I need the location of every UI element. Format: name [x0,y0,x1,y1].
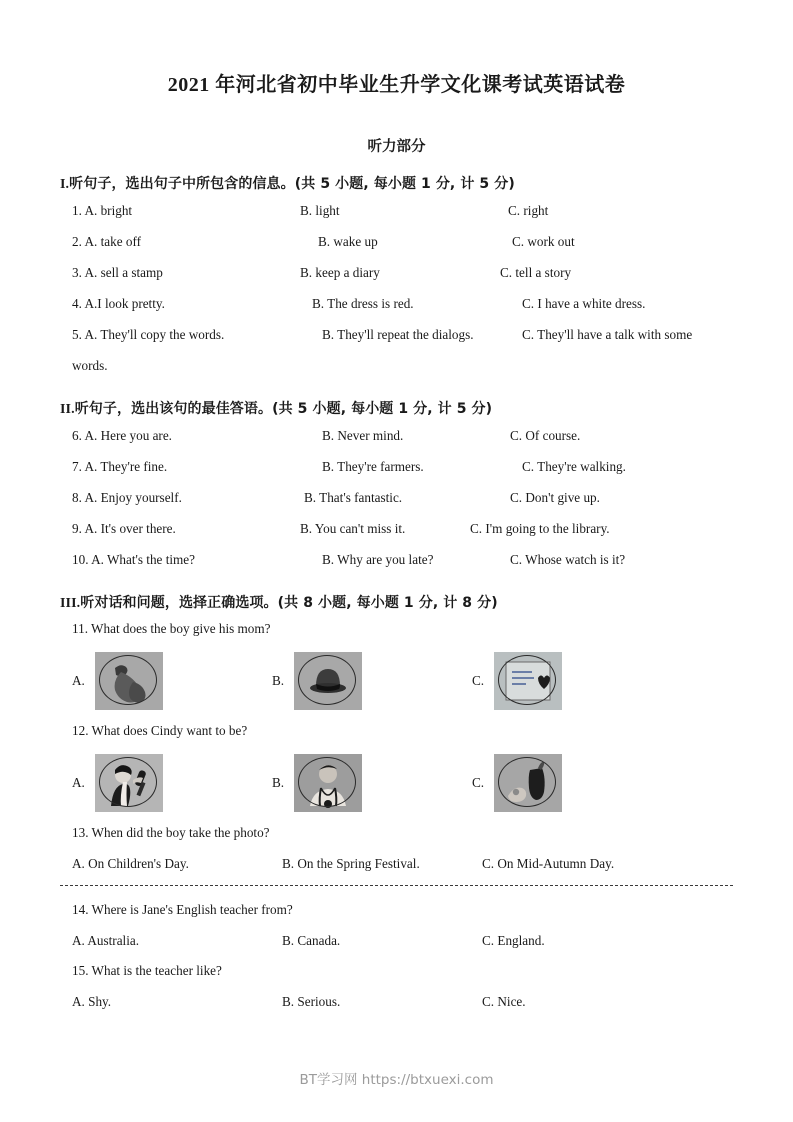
option-b-14[interactable]: B. Canada. [282,933,341,948]
option-c-5-continuation: words. [72,358,108,373]
image-option-b-11[interactable] [272,650,362,712]
option-b-5[interactable]: B. They'll repeat the dialogs. [322,327,474,342]
option-c-1[interactable]: C. right [508,203,549,218]
question-row-1 [60,195,733,226]
option-b-3[interactable]: B. keep a diary [300,265,380,280]
option-c-4[interactable]: C. I have a white dress. [522,296,646,311]
option-a-5[interactable]: 5. A. They'll copy the words. [72,327,225,342]
section-heading-1 [60,156,733,195]
question-row-13-options [60,848,733,879]
image-option-a-11-label: A. [72,673,85,688]
section-score-2: (共 5 小题, 每小题 1 分, 计 5 分) [272,401,493,417]
section-heading-3 [60,575,733,614]
section-heading-2 [60,381,733,420]
option-c-10[interactable]: C. Whose watch is it? [510,552,626,567]
option-b-9[interactable]: B. You can't miss it. [300,521,406,536]
question-stem-14: 14. Where is Jane's English teacher from? [72,902,293,917]
question-row-6 [60,420,733,451]
scarf-gloves-image [95,652,163,710]
question-row-5 [60,319,733,350]
question-row-3 [60,257,733,288]
option-b-2[interactable]: B. wake up [318,234,378,249]
option-c-8[interactable]: C. Don't give up. [510,490,600,505]
image-options-row-12 [60,752,733,814]
section-roman-2: II. [60,402,75,417]
question-row-15-options [60,986,733,1017]
section-score-1: (共 5 小题, 每小题 1 分, 计 5 分) [294,176,515,192]
option-a-2[interactable]: 2. A. take off [72,234,141,249]
image-option-c-12[interactable] [472,752,562,814]
option-b-4[interactable]: B. The dress is red. [312,296,414,311]
oval-outline [99,757,157,807]
singer-image [95,754,163,812]
option-b-8[interactable]: B. That's fantastic. [304,490,403,505]
oval-outline [498,757,556,807]
option-b-7[interactable]: B. They're farmers. [322,459,424,474]
option-b-13[interactable]: B. On the Spring Festival. [282,856,420,871]
footer-watermark: BT学习网 https://btxuexi.com [299,1072,494,1088]
question-row-9 [60,513,733,544]
option-a-3[interactable]: 3. A. sell a stamp [72,265,163,280]
image-option-b-11-label: B. [272,673,285,688]
option-b-1[interactable]: B. light [300,203,340,218]
question-stem-12: 12. What does Cindy want to be? [72,723,248,738]
question-row-14-options [60,925,733,956]
section-roman-3: III. [60,596,81,611]
option-a-4[interactable]: 4. A.I look pretty. [72,296,165,311]
doctor-image [294,754,362,812]
greeting-card-image [494,652,562,710]
option-a-15[interactable]: A. Shy. [72,994,112,1009]
section-roman-1: I. [60,177,70,192]
question-row-4 [60,288,733,319]
option-a-10[interactable]: 10. A. What's the time? [72,552,196,567]
image-option-c-12-label: C. [472,775,485,790]
section-separator [60,885,733,887]
section-heading-cn-1: 听句子，选出句子中所包含的信息。 [69,176,295,192]
option-b-6[interactable]: B. Never mind. [322,428,404,443]
question-row-7 [60,451,733,482]
oval-outline [298,757,356,807]
image-option-a-12-label: A. [72,775,85,790]
image-option-b-12[interactable] [272,752,362,814]
option-c-5[interactable]: C. They'll have a talk with some [522,327,693,342]
option-b-15[interactable]: B. Serious. [282,994,341,1009]
hat-image [294,652,362,710]
option-c-3[interactable]: C. tell a story [500,265,572,280]
option-a-6[interactable]: 6. A. Here you are. [72,428,172,443]
question-stem-13: 13. When did the boy take the photo? [72,825,270,840]
image-option-c-11[interactable] [472,650,562,712]
section-heading-cn-2: 听句子，选出该句的最佳答语。 [74,401,273,417]
option-a-13[interactable]: A. On Children's Day. [72,856,189,871]
option-c-15[interactable]: C. Nice. [482,994,526,1009]
question-row-2 [60,226,733,257]
option-c-14[interactable]: C. England. [482,933,545,948]
image-option-c-11-label: C. [472,673,485,688]
question-stem-11: 11. What does the boy give his mom? [72,621,271,636]
painter-image [494,754,562,812]
image-option-b-12-label: B. [272,775,285,790]
option-c-2[interactable]: C. work out [512,234,575,249]
option-c-7[interactable]: C. They're walking. [522,459,626,474]
option-a-7[interactable]: 7. A. They're fine. [72,459,168,474]
oval-outline [498,655,556,705]
section-score-3: (共 8 小题, 每小题 1 分, 计 8 分) [277,595,498,611]
page-title: 2021 年河北省初中毕业生升学文化课考试英语试卷 [167,74,626,96]
option-a-14[interactable]: A. Australia. [72,933,140,948]
oval-outline [99,655,157,705]
option-a-8[interactable]: 8. A. Enjoy yourself. [72,490,182,505]
question-row-10 [60,544,733,575]
option-c-6[interactable]: C. Of course. [510,428,581,443]
image-options-row-11 [60,650,733,712]
question-row-8 [60,482,733,513]
question-stem-15: 15. What is the teacher like? [72,963,222,978]
image-option-a-12[interactable] [72,752,163,814]
option-a-1[interactable]: 1. A. bright [72,203,133,218]
oval-outline [298,655,356,705]
part-title: 听力部分 [367,139,426,155]
option-c-9[interactable]: C. I'm going to the library. [470,521,610,536]
image-option-a-11[interactable] [72,650,163,712]
option-a-9[interactable]: 9. A. It's over there. [72,521,176,536]
section-heading-cn-3: 听对话和问题，选择正确选项。 [80,595,278,611]
option-b-10[interactable]: B. Why are you late? [322,552,434,567]
option-c-13[interactable]: C. On Mid-Autumn Day. [482,856,615,871]
